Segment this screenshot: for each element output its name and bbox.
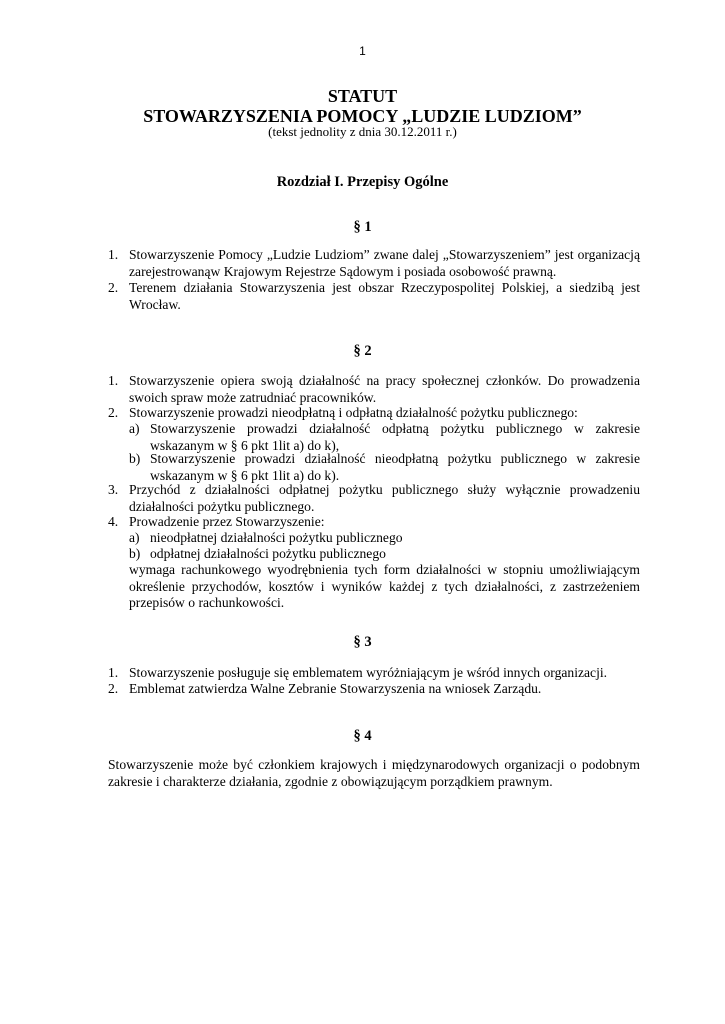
list-item: [108, 482, 640, 515]
item-text: Przychód z działalności odpłatnej pożytku publicznego służy wyłącznie prowadzeniu działalności pożytku publicznego.: [129, 482, 640, 514]
item-number: 4.: [108, 514, 119, 529]
section-heading: § 3: [353, 634, 372, 650]
item-number: 3.: [108, 482, 119, 497]
item-number: 2.: [108, 681, 119, 696]
sub-item-text: odpłatnej działalności pożytku publicznego: [150, 546, 386, 561]
item-number: 1.: [108, 373, 119, 388]
item-number: 1.: [108, 247, 119, 262]
sub-item-letter: a): [129, 421, 140, 436]
item-text: Emblemat zatwierdza Walne Zebranie Stowarzyszenia na wniosek Zarządu.: [129, 681, 542, 696]
section-heading: § 2: [353, 343, 372, 359]
sub-item-text: nieodpłatnej działalności pożytku publicznego: [150, 530, 403, 545]
item-text: Terenem działania Stowarzyszenia jest obszar Rzeczypospolitej Polskiej, a siedzibą jest Wrocław.: [129, 280, 640, 312]
list-item: [108, 681, 640, 698]
document-subtitle: (tekst jednolity z dnia 30.12.2011 r.): [268, 124, 457, 139]
organization-name: STOWARZYSZENIA POMOCY „LUDZIE LUDZIOM”: [143, 106, 582, 126]
item-continuation: wymaga rachunkowego wyodrębnienia tych form działalności w stopniu umożliwiającym określenie przychodów, kosztów i wyników każdej z tych działalności, z zastrzeżeniem przepisów o rachunkowości.: [129, 562, 640, 610]
item-number: 2.: [108, 405, 119, 420]
item-number: 1.: [108, 665, 119, 680]
item-text: Stowarzyszenie Pomocy „Ludzie Ludziom” zwane dalej „Stowarzyszeniem” jest organizacją zarejestrowanąw Krajowym Rejestrze Sądowym i posiada osobowość prawną.: [129, 247, 640, 279]
list-item: [108, 247, 640, 280]
sub-item: [129, 546, 640, 563]
item-number: 2.: [108, 280, 119, 295]
document-title: STATUT: [327, 86, 398, 106]
sub-item: [129, 451, 640, 484]
sub-item: [129, 530, 640, 547]
section-heading: § 4: [353, 728, 372, 744]
item-text: Prowadzenie przez Stowarzyszenie:: [129, 514, 325, 529]
section-text: Stowarzyszenie może być członkiem krajowych i międzynarodowych organizacji o podobnym zakresie i charakterze działania, zgodnie z obowiązującym porządkiem prawnym.: [108, 757, 640, 789]
list-item: [108, 665, 640, 682]
item-text: Stowarzyszenie opiera swoją działalność na pracy społecznej członków. Do prowadzenia swoich spraw może zatrudniać pracowników.: [129, 373, 640, 405]
sub-item-letter: a): [129, 530, 140, 545]
list-item: [108, 373, 640, 406]
sub-item-letter: b): [129, 451, 141, 466]
page-number: 1: [359, 44, 366, 58]
sub-item: [129, 421, 640, 454]
section-heading: § 1: [353, 219, 372, 235]
list-item: [108, 514, 640, 531]
sub-item-letter: b): [129, 546, 141, 561]
item-text: Stowarzyszenie prowadzi nieodpłatną i odpłatną działalność pożytku publicznego:: [129, 405, 578, 420]
sub-item-text: Stowarzyszenie prowadzi działalność nieodpłatną pożytku publicznego w zakresie wskazanym w § 6 pkt 1lit a) do k).: [150, 451, 640, 483]
list-item: [108, 405, 640, 422]
sub-item-text: Stowarzyszenie prowadzi działalność odpłatną pożytku publicznego w zakresie wskazanym w § 6 pkt 1lit a) do k),: [150, 421, 640, 453]
list-item: [108, 280, 640, 313]
item-text: Stowarzyszenie posługuje się emblematem wyróżniającym je wśród innych organizacji.: [129, 665, 608, 680]
chapter-heading: Rozdział I. Przepisy Ogólne: [276, 174, 449, 190]
